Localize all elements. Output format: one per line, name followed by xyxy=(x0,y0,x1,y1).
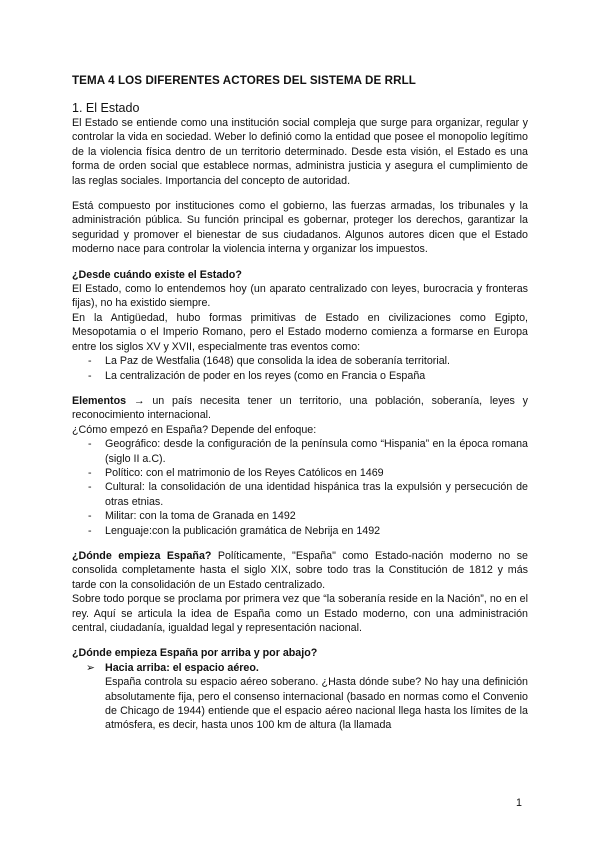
paragraph-elements xyxy=(72,394,528,423)
paragraph-estado-composition: Está compuesto por instituciones como el gobierno, las fuerzas armadas, los tribunales y la administración pública. Su función principal es gobernar, proteger los derechos, garantizar la seguridad y promover el bienestar de sus ciudadanos. Algunos autores dicen que el Estado moderno nace para controlar la violencia interna y organizar los impuestos. xyxy=(72,200,528,256)
paragraph-since-1: El Estado, como lo entendemos hoy (un aparato centralizado con leyes, burocracia y fronteras fijas), no ha existido siempre. xyxy=(72,283,528,310)
list-item: - Cultural: la consolidación de una identidad hispánica tras la expulsión y persecución de otras etnias. xyxy=(72,480,528,509)
subheading-since-when: ¿Desde cuándo existe el Estado? xyxy=(72,268,242,281)
paragraph-sovereignty: Sobre todo porque se proclama por primera vez que “la soberanía reside en la Nación”, no en el rey. Aquí se articula la idea de España como un Estado moderno, con una administración central, ciudadanía, igualdad legal y representación nacional. xyxy=(72,593,528,634)
elements-lead: Elementos xyxy=(72,394,127,407)
list-item: - Político: con el matrimonio de los Reyes Católicos en 1469 xyxy=(72,466,528,480)
paragraph-since-2: En la Antigüedad, hubo formas primitivas de Estado en civilizaciones como Egipto, Mesopotamia o el Imperio Romano, pero el Estado moderno comienza a formarse en Europa entre los siglos XV y XVII, especialmente tras eventos como: xyxy=(72,311,528,353)
list-item: - La Paz de Westfalia (1648) que consolida la idea de soberanía territorial. xyxy=(72,354,528,368)
list-item: - La centralización de poder en los reyes (como en Francia o España xyxy=(72,369,528,383)
document-body xyxy=(72,73,528,733)
where-starts-text: Políticamente, "España" como Estado-nación moderno no se consolida completamente hasta el siglo XIX, sobre todo tras la Constitución de 1812 y más tarde con la consolidación de un Estado centralizado. xyxy=(72,549,528,591)
since-events-list xyxy=(72,354,528,383)
list-item: - Geográfico: desde la configuración de la península como “Hispania” en la época romana (siglo II a.C). xyxy=(72,437,528,466)
paragraph-spain-start-question: ¿Cómo empezó en España? Depende del enfoque: xyxy=(72,423,317,436)
arrow-symbol: → xyxy=(133,394,145,407)
list-item: - Militar: con la toma de Granada en 1492 xyxy=(72,509,528,523)
section-heading-el-estado: 1. El Estado xyxy=(72,101,140,115)
spain-approaches-list xyxy=(72,437,528,538)
paragraph-airspace: España controla su espacio aéreo soberano. ¿Hasta dónde sube? No hay una definición absolutamente fija, pero el consenso internacional (basado en normas como el Convenio de Chicago de 1944) entiende que el espacio aéreo nacional llega hasta los límites de la atmósfera, es decir, hasta unos 100 km de altura (la llamada xyxy=(105,676,528,732)
where-starts-lead: ¿Dónde empieza España? xyxy=(72,549,212,562)
arrow-bullet-icon: ➢ xyxy=(86,661,95,674)
airspace-item-title xyxy=(72,661,528,675)
document-title: TEMA 4 LOS DIFERENTES ACTORES DEL SISTEMA DE RRLL xyxy=(72,74,416,87)
page-number: 1 xyxy=(516,797,522,809)
elements-text: un país necesita tener un territorio, una población, soberanía, leyes y reconocimiento internacional. xyxy=(72,394,528,422)
list-item: - Lenguaje:con la publicación gramática de Nebrija en 1492 xyxy=(72,524,528,538)
subheading-up-down: ¿Dónde empieza España por arriba y por abajo? xyxy=(72,647,318,660)
paragraph-where-starts xyxy=(72,549,528,592)
paragraph-estado-definition: El Estado se entiende como una institución social compleja que surge para organizar, regular y controlar la vida en sociedad. Weber lo definió como la entidad que posee el monopolio legítimo de la violencia física dentro de un territorio determinado. Desde esta visión, el Estado es una forma de orden social que establece normas, administra justicia y asegura el cumplimiento de las reglas sociales. Importancia del concepto de autoridad. xyxy=(72,117,528,187)
airspace-title-text: Hacia arriba: el espacio aéreo. xyxy=(105,661,259,674)
